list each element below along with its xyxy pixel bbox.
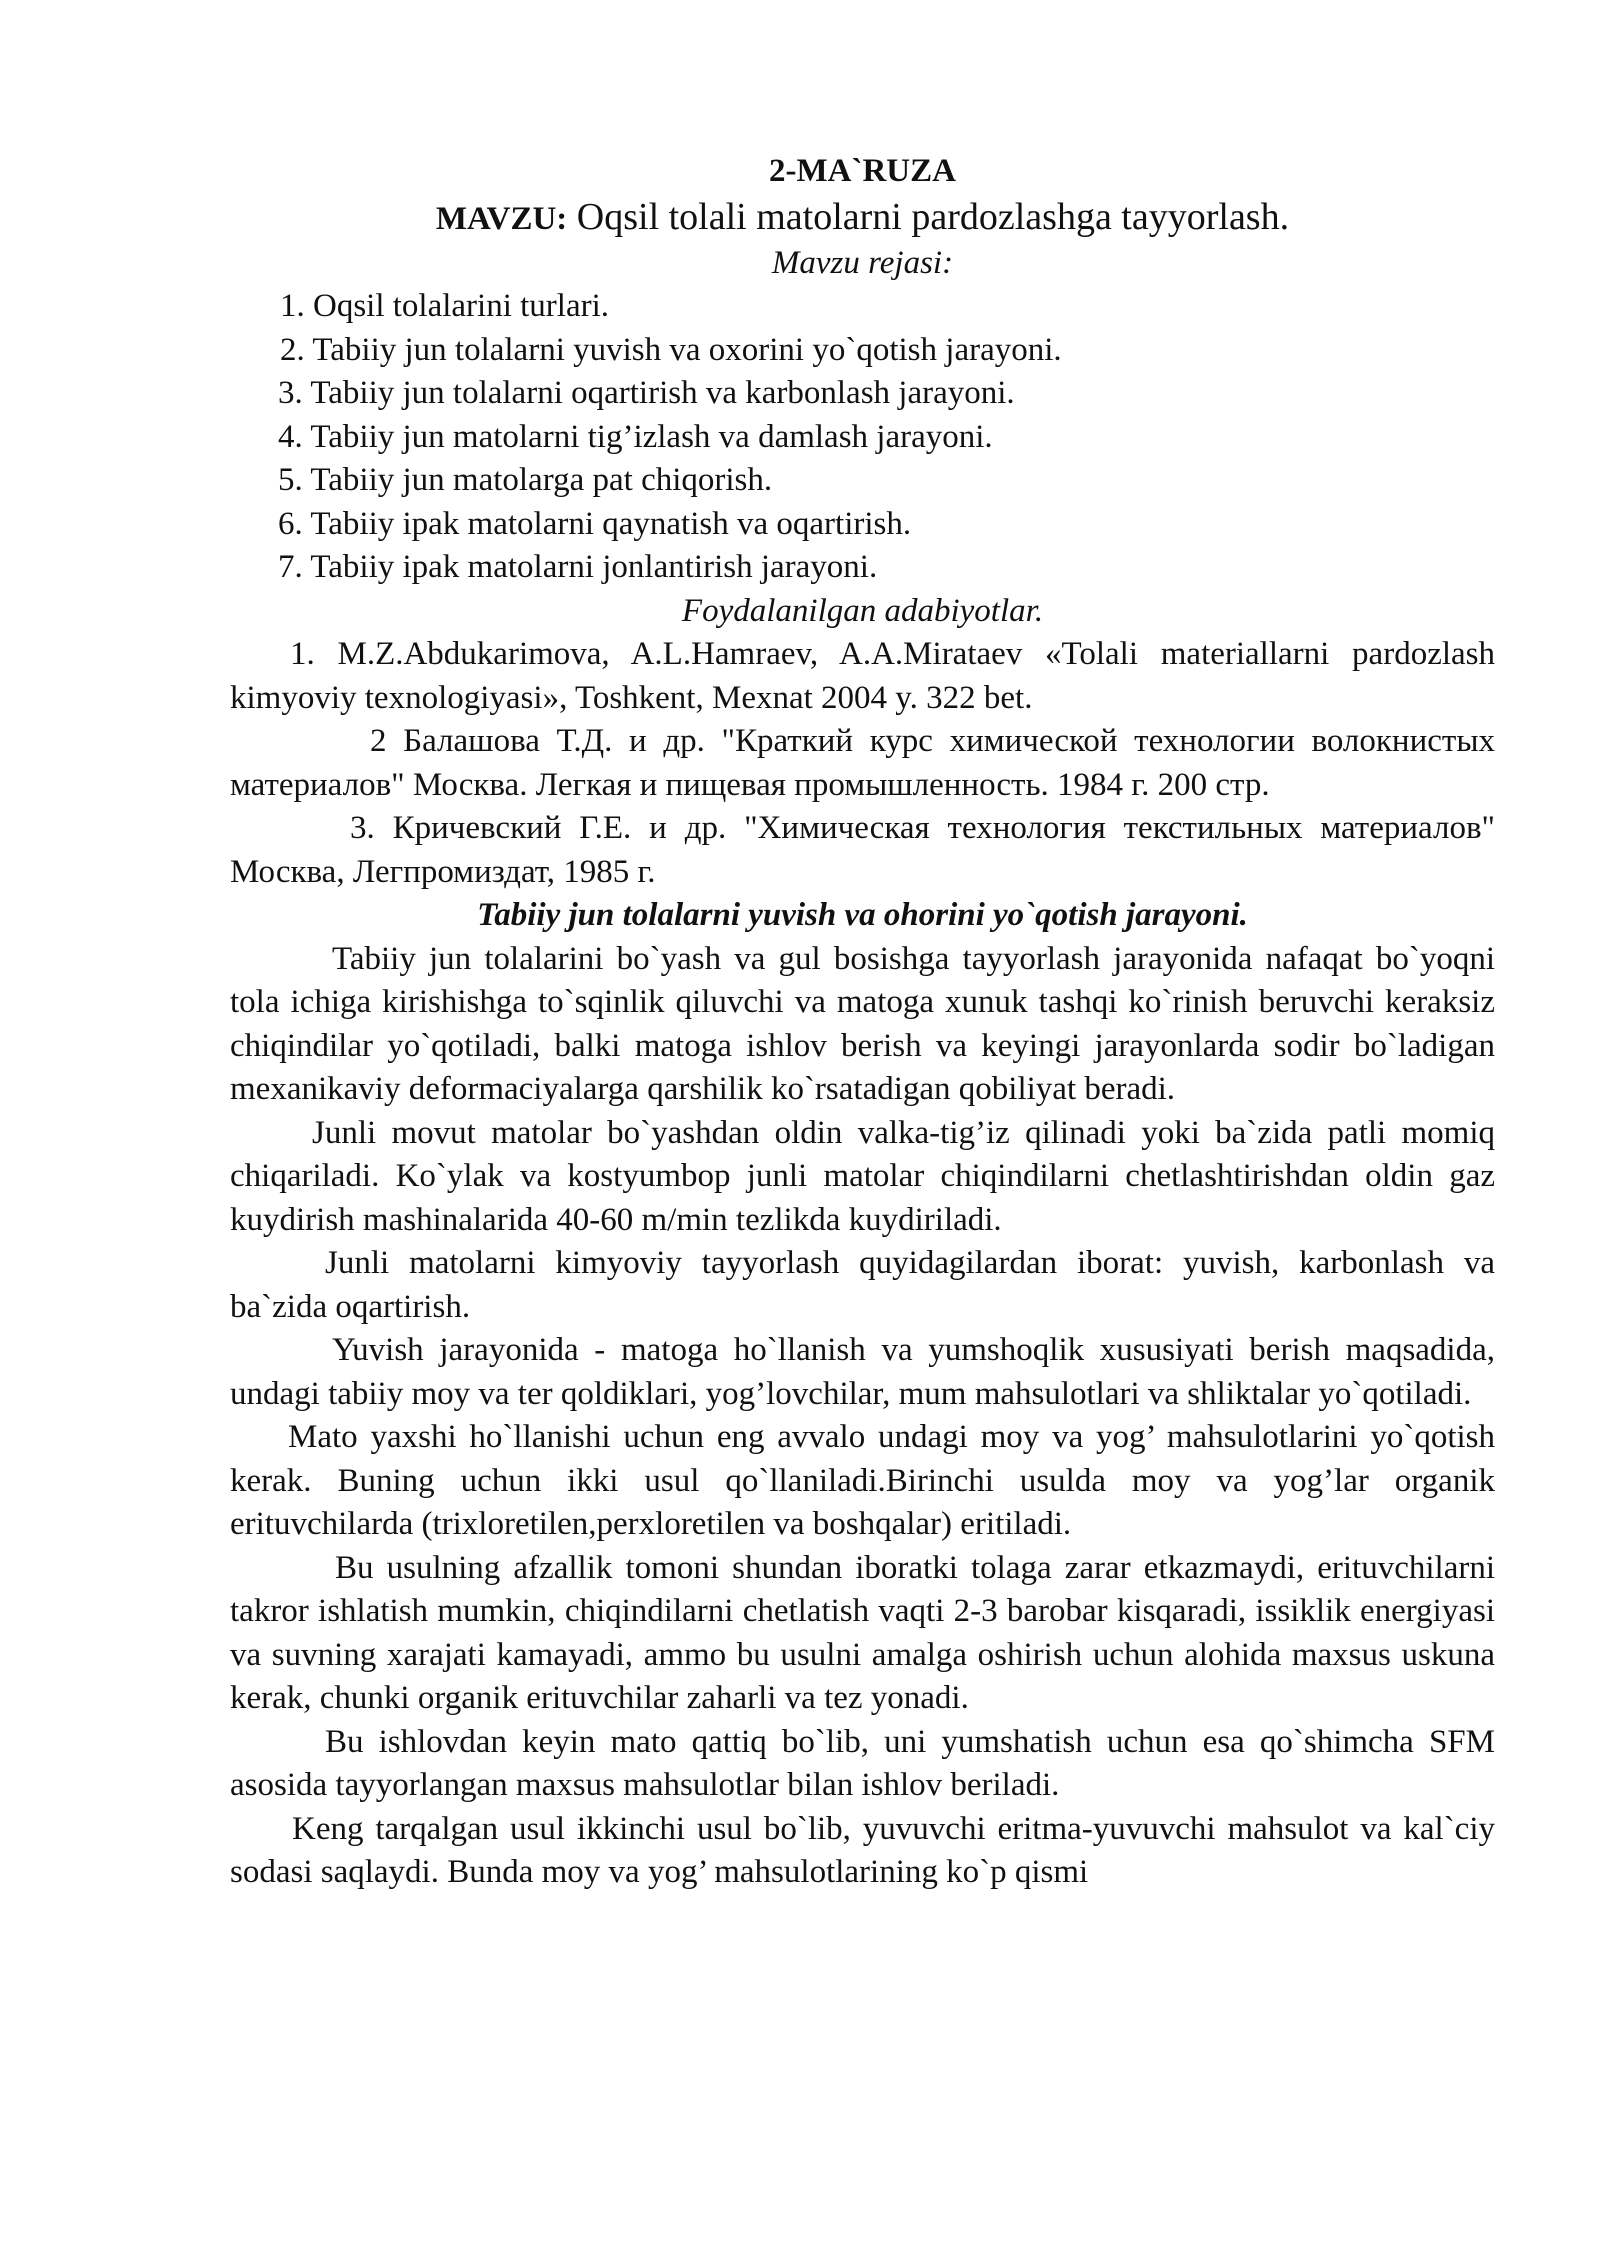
plan-item: 6. Tabiiy ipak matolarni qaynatish va oqartirish. bbox=[278, 505, 912, 542]
plan-item: 7. Tabiiy ipak matolarni jonlantirish jarayoni. bbox=[278, 549, 878, 585]
body-paragraph: Junli movut matolar bo`yashdan oldin valka-tig’iz qilinadi yoki ba`zida patli momiq chiqariladi. Ko`ylak va kostyumbop junli matolar chiqindilarni chetlashtirishdan oldin gaz kuydirish mashinalarida 40-60 m/min tezlikda kuydiriladi. bbox=[230, 1114, 1495, 1238]
plan-list bbox=[230, 285, 1495, 590]
reference-item: 1. M.Z.Abdukarimova, A.L.Hamraev, A.A.Mirataev «Tolali materiallarni pardozlash kimyoviy texnologiyasi», Toshkent, Mexnat 2004 y. 322 bet. bbox=[230, 636, 1495, 716]
references-title: Foydalanilgan adabiyotlar. bbox=[681, 592, 1044, 629]
body-paragraph: Tabiiy jun tolalarini bo`yash va gul bosishga tayyorlash jarayonida nafaqat bo`yoqni tola ichiga kirishishga to`sqinlik qiluvchi va matoga xunuk tashqi ko`rinish beruvchi keraksiz chiqindilar yo`qotiladi, balki matoga ishlov berish va keyingi jarayonlarda sodir bo`ladigan mexanikaviy deformaciyalarga qarshilik ko`rsatadigan qobiliyat beradi. bbox=[230, 940, 1495, 1107]
lecture-number: 2-MA`RUZA bbox=[769, 153, 956, 189]
plan-title: Mavzu rejasi: bbox=[771, 244, 954, 281]
body-paragraph: Bu ishlovdan keyin mato qattiq bo`lib, uni yumshatish uchun esa qo`shimcha SFM asosida tayyorlangan maxsus mahsulotlar bilan ishlov beriladi. bbox=[230, 1723, 1495, 1803]
plan-item: 5. Tabiiy jun matolarga pat chiqorish. bbox=[278, 462, 773, 498]
topic-title: Oqsil tolali matolarni pardozlashga tayyorlash. bbox=[567, 195, 1290, 238]
plan-item: 2. Tabiiy jun tolalarni yuvish va oxorini yo`qotish jarayoni. bbox=[280, 331, 1062, 368]
body-paragraph: Yuvish jarayonida - matoga ho`llanish va yumshoqlik xususiyati berish maqsadida, undagi tabiiy moy va ter qoldiklari, yog’lovchilar, mum mahsulotlari va shliktalar yo`qotiladi. bbox=[230, 1332, 1495, 1412]
plan-item: 1. Oqsil tolalarini turlari. bbox=[280, 288, 610, 324]
document-page bbox=[230, 150, 1495, 1895]
body-paragraph: Junli matolarni kimyoviy tayyorlash quyidagilardan iborat: yuvish, karbonlash va ba`zida oqartirish. bbox=[230, 1245, 1495, 1325]
topic-line bbox=[230, 194, 1495, 242]
body-paragraph: Mato yaxshi ho`llanishi uchun eng avvalo undagi moy va yog’ mahsulotlarini yo`qotish kerak. Buning uchun ikki usul qo`llaniladi.Birinchi usulda moy va yog’lar organik erituvchilarda (trixloretilen,perxloretilen va boshqalar) eritiladi. bbox=[230, 1419, 1495, 1542]
topic-label: MAVZU: bbox=[435, 200, 568, 237]
body-paragraph: Bu usulning afzallik tomoni shundan iboratki tolaga zarar etkazmaydi, erituvchilarni takror ishlatish mumkin, chiqindilarni chetlatish vaqti 2-3 barobar kisqaradi, issiklik energiyasi va suvning xarajati kamayadi, ammo bu usulni amalga oshirish uchun alohida maxsus uskuna kerak, chunki organik erituvchilar zaharli va tez yonadi. bbox=[230, 1549, 1495, 1716]
reference-item: 3. Кричевский Г.Е. и др. "Химическая технология текстильных материалов" Москва, Легпромиздат, 1985 г. bbox=[230, 810, 1495, 890]
plan-item: 3. Tabiiy jun tolalarni oqartirish va karbonlash jarayoni. bbox=[278, 375, 1015, 411]
section-title: Tabiiy jun tolalarni yuvish va ohorini yo`qotish jarayoni. bbox=[477, 897, 1248, 933]
reference-item: 2 Балашова Т.Д. и др. "Краткий курс химической технологии волокнистых материалов" Москва. Легкая и пищевая промышленность. 1984 г. 200 стр. bbox=[230, 723, 1495, 803]
plan-item: 4. Tabiiy jun matolarni tig’izlash va damlash jarayoni. bbox=[278, 418, 993, 455]
body-paragraph: Keng tarqalgan usul ikkinchi usul bo`lib, yuvuvchi eritma-yuvuvchi mahsulot va kal`ciy sodasi saqlaydi. Bunda moy va yog’ mahsulotlarining ko`p qismi bbox=[230, 1810, 1495, 1890]
